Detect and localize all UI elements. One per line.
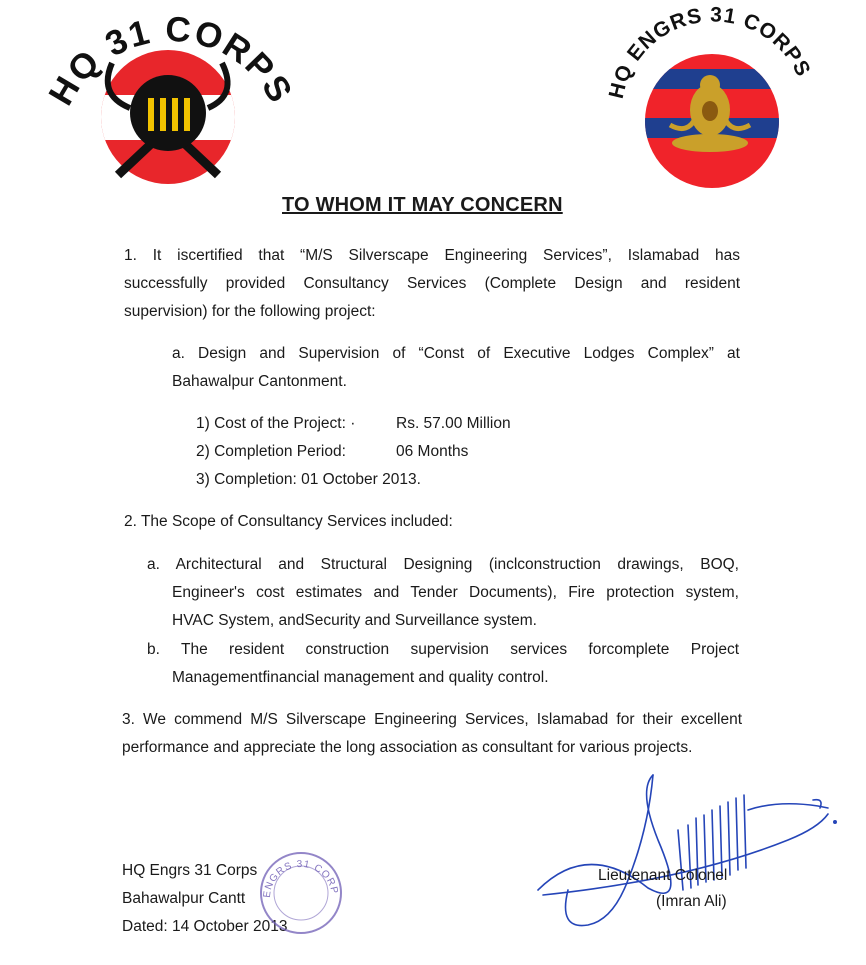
detail-period (196, 438, 596, 466)
detail-cost-value: Rs. 57.00 Million (396, 415, 511, 432)
paragraph-2-heading: 2. The Scope of Consultancy Services included: (124, 513, 453, 530)
signatory-rank: Lieutenant Colonel (598, 867, 728, 884)
signatory-block (598, 863, 727, 915)
project-line-1: a. Design and Supervision of “Const of Executive Lodges Complex” at (172, 345, 740, 362)
scope-a-line-2: Engineer's cost estimates and Tender Documents), Fire protection system, (172, 584, 739, 601)
sender-unit: HQ Engrs 31 Corps (122, 862, 258, 879)
scope-a-line-3: HVAC System, andSecurity and Surveillance system. (172, 612, 537, 629)
sender-location: Bahawalpur Cantt (122, 890, 246, 907)
hq-31-corps-logo (40, 0, 290, 185)
detail-completion (196, 466, 596, 494)
sender-date: Dated: 14 October 2013 (122, 918, 288, 935)
paragraph-3-line-1: 3. We commend M/S Silverscape Engineering Services, Islamabad for their excellent (122, 711, 742, 728)
paragraph-3-line-2: performance and appreciate the long association as consultant for various projects. (122, 739, 693, 756)
unit-stamp (258, 850, 344, 936)
scope-a-line-1: a. Architectural and Structural Designing (inclconstruction drawings, BOQ, (147, 556, 739, 573)
paragraph-3 (122, 706, 742, 762)
scope-item-b (147, 636, 739, 692)
detail-period-value: 06 Months (396, 443, 469, 460)
stamp-text: ENGRS 31 CORP (261, 858, 340, 899)
project-item (172, 340, 740, 396)
scope-item-a (147, 551, 739, 635)
signatory-name: (Imran Ali) (656, 893, 727, 910)
page-title: TO WHOM IT MAY CONCERN (282, 194, 563, 216)
paragraph-1 (124, 242, 740, 326)
paragraph-1-line-3: supervision) for the following project: (124, 303, 376, 320)
detail-completion-label: 3) Completion: 01 October 2013. (196, 471, 421, 488)
scope-b-line-1: b. The resident construction supervision services forcomplete Project (147, 641, 739, 658)
logo-right-text: HQ ENGRS 31 CORPS (604, 5, 815, 101)
detail-cost-label: 1) Cost of the Project: · (196, 415, 356, 432)
project-line-2: Bahawalpur Cantonment. (172, 373, 347, 390)
paragraph-1-line-2: successfully provided Consultancy Services (Complete Design and resident (124, 275, 740, 292)
paragraph-1-line-1: 1. It iscertified that “M/S Silverscape Engineering Services”, Islamabad has (124, 247, 740, 264)
detail-cost (196, 410, 596, 438)
scope-b-line-2: Managementfinancial management and quality control. (172, 669, 549, 686)
hq-engrs-31-corps-logo (600, 5, 825, 190)
detail-period-label: 2) Completion Period: (196, 443, 346, 460)
logo-left-text: HQ 31 CORP (41, 9, 284, 112)
project-details (196, 410, 596, 494)
